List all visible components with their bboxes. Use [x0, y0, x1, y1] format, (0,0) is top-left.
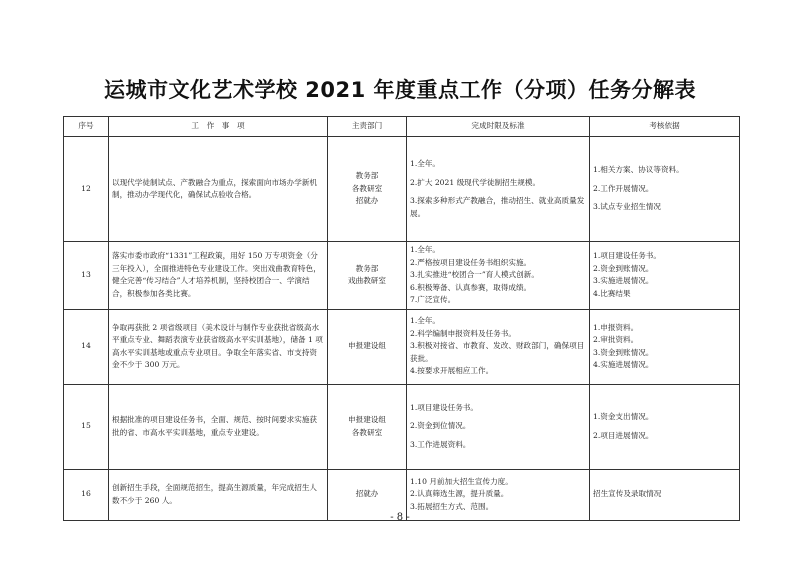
- header-basis: 考核依据: [590, 117, 740, 137]
- standard-item: 2.认真筛选生源，提升质量。: [410, 489, 509, 499]
- standard-item: 3.探索多种形式产教融合，推动招生、就业高质量发展。: [410, 196, 585, 218]
- basis-item: 1.相关方案、协议等资料。: [593, 165, 684, 175]
- standard-item: 2.资金到位情况。: [410, 421, 471, 431]
- table-header-row: [64, 117, 740, 137]
- dept-line: 戏曲教研室: [348, 276, 386, 286]
- basis-item: 2.工作开展情况。: [593, 183, 654, 193]
- dept-line: 各教研室: [351, 427, 383, 437]
- row-task: 以现代学徒制试点、产教融合为重点，探索面向市场办学新机制，推动办学现代化，确保试点验收合格。: [109, 137, 328, 242]
- row-basis: [590, 309, 740, 384]
- dept-line: 申报建设组: [348, 341, 386, 351]
- standard-item: 2.科学编制申报资料及任务书。: [410, 328, 516, 338]
- standard-item: 1.项目建设任务书。: [410, 402, 478, 412]
- row-seq: 15: [64, 384, 109, 469]
- row-seq: 16: [64, 469, 109, 520]
- standard-item: 4.按要求开展相应工作。: [410, 366, 494, 376]
- table-row: [64, 384, 740, 469]
- task-table: [63, 116, 740, 521]
- row-basis: [590, 384, 740, 469]
- row-seq: 12: [64, 137, 109, 242]
- standard-item: 6.积极筹备、认真参赛，取得成绩。: [410, 282, 532, 292]
- dept-line: 申报建设组: [348, 415, 386, 424]
- dept-line: 招就办: [355, 489, 379, 499]
- dept-line: 招就办: [355, 196, 379, 206]
- row-seq: 14: [64, 309, 109, 384]
- standard-item: 1.10 月前加大招生宣传力度。: [410, 476, 513, 486]
- standard-item: 3.工作进展资料。: [410, 439, 471, 449]
- standard-item: 1.全年。: [410, 316, 441, 326]
- basis-item: 1.项目建设任务书。: [593, 251, 661, 261]
- row-task: 落实市委市政府“1331”工程政策，用好 150 万专项资金（分三年投入），全面推进特色专业建设工作。突出戏曲教育特色，健全完善“传习结合”人才培养机制，坚持校团合一、学演结合，积极参加各类比赛。: [109, 242, 328, 310]
- standard-item: 1.全年。: [410, 245, 441, 254]
- page-number: - 8 -: [390, 512, 410, 523]
- row-standard: [407, 137, 590, 242]
- table-row: [64, 309, 740, 384]
- dept-line: 教务部: [355, 171, 379, 181]
- row-standard: [407, 242, 590, 310]
- row-seq: 13: [64, 242, 109, 310]
- header-dept: 主责部门: [328, 117, 407, 137]
- basis-item: 4.比赛结果: [593, 288, 631, 298]
- row-dept: [328, 137, 407, 242]
- header-task: 工 作 事 项: [109, 117, 328, 137]
- row-basis: [590, 242, 740, 310]
- standard-item: 2.扩大 2021 级现代学徒制招生规模。: [410, 177, 541, 187]
- dept-line: 各教研室: [351, 183, 383, 193]
- document-title: 运城市文化艺术学校 2021 年度重点工作（分项）任务分解表: [103, 78, 697, 102]
- basis-item: 1.申报资料。: [593, 322, 639, 332]
- standard-item: 3.拓展招生方式、范围。: [410, 501, 494, 511]
- basis-item: 2.资金到账情况。: [593, 263, 654, 273]
- standard-item: 3.积极对接省、市教育、发改、财政部门，确保项目获批。: [410, 341, 585, 363]
- standard-item: 1.全年。: [410, 159, 441, 168]
- basis-item: 招生宣传及录取情况: [593, 489, 662, 499]
- header-seq: 序号: [64, 117, 109, 137]
- basis-item: 1.资金支出情况。: [593, 412, 654, 421]
- basis-item: 4.实施进展情况。: [593, 360, 654, 369]
- row-basis: [590, 137, 740, 242]
- row-task: 根据批准的项目建设任务书，全面、规范、按时间要求实施获批的省、市高水平实训基地，重点专业建设。: [109, 384, 328, 469]
- row-standard: [407, 384, 590, 469]
- table-row: [64, 137, 740, 242]
- basis-item: 2.审批资料。: [593, 335, 639, 344]
- row-dept: [328, 242, 407, 310]
- header-standard: 完成时限及标准: [407, 117, 590, 137]
- basis-item: 3.资金到账情况。: [593, 347, 654, 357]
- row-dept: [328, 309, 407, 384]
- standard-item: 2.严格按项目建设任务书组织实施。: [410, 257, 532, 267]
- dept-line: 教务部: [355, 263, 379, 273]
- standard-item: 7.广泛宣传。: [410, 295, 456, 304]
- basis-item: 3.试点专业招生情况: [593, 202, 661, 212]
- row-dept: [328, 384, 407, 469]
- table-row: [64, 242, 740, 310]
- basis-item: 3.实施进展情况。: [593, 276, 654, 286]
- row-task: 争取再获批 2 项省级项目（美术设计与制作专业获批省级高水平重点专业、舞蹈表演专业获省级高水平实训基地），储备 1 项高水平实训基地或重点专业项目。争取全年落实省、市支持资金不少于 300 万元。: [109, 309, 328, 384]
- basis-item: 2.项目进展情况。: [593, 430, 654, 440]
- row-task: 创新招生手段，全面规范招生，提高生源质量，年完成招生人数不少于 260 人。: [109, 469, 328, 520]
- row-standard: [407, 309, 590, 384]
- standard-item: 3.扎实推进“校团合一”育人模式创新。: [410, 270, 539, 279]
